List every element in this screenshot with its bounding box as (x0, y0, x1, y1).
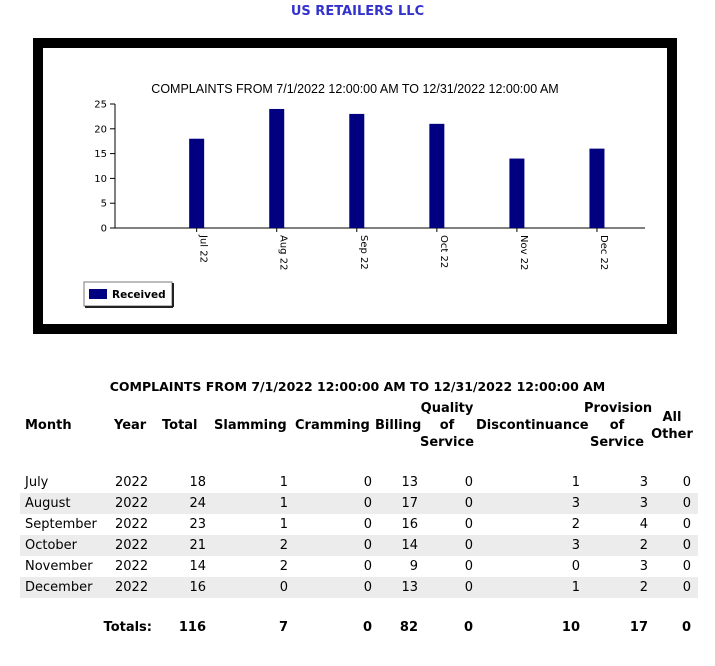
header-cramming: Cramming (295, 418, 370, 433)
cell-month: July (25, 475, 49, 490)
chart-title: COMPLAINTS FROM 7/1/2022 12:00:00 AM TO 12/31/2022 12:00:00 AM (151, 82, 559, 96)
x-tick-label: Jul 22 (197, 235, 209, 263)
cell-other: 0 (682, 517, 691, 532)
legend-swatch (89, 289, 107, 299)
totals-cramming: 0 (362, 620, 372, 635)
cell-month: September (25, 517, 97, 532)
cell-cramming: 0 (363, 517, 372, 532)
table-row (20, 535, 698, 556)
table-row (20, 577, 698, 598)
chart-panel (43, 48, 667, 324)
cell-quality: 0 (464, 580, 473, 595)
cell-year: 2022 (115, 538, 149, 553)
bar-jul-22 (189, 139, 204, 228)
header-month: Month (25, 418, 72, 433)
cell-year: 2022 (115, 496, 149, 511)
cell-provision: 2 (639, 538, 648, 553)
header-provision-line1: Provision (584, 401, 653, 416)
cell-provision: 3 (639, 559, 648, 574)
table-row (20, 514, 698, 535)
table-row (20, 472, 698, 493)
cell-quality: 0 (464, 517, 473, 532)
cell-month: November (25, 559, 93, 574)
bar-nov-22 (509, 159, 524, 228)
cell-other: 0 (682, 538, 691, 553)
cell-cramming: 0 (363, 496, 372, 511)
totals-discontinuance: 10 (561, 620, 580, 635)
complaints-bar-chart (43, 48, 667, 324)
header-other-line2: Other (651, 427, 693, 442)
cell-discontinuance: 1 (571, 580, 580, 595)
cell-year: 2022 (115, 475, 149, 490)
cell-total: 18 (189, 475, 206, 490)
cell-year: 2022 (115, 580, 149, 595)
cell-discontinuance: 3 (571, 538, 580, 553)
y-tick-label: 5 (100, 198, 107, 210)
header-discontinuance: Discontinuance (476, 418, 589, 433)
x-tick-label: Sep 22 (357, 235, 369, 270)
header-quality-line2: of (439, 418, 455, 433)
totals-quality: 0 (463, 620, 473, 635)
bar-sep-22 (349, 114, 364, 228)
cell-slamming: 0 (279, 580, 288, 595)
cell-quality: 0 (464, 475, 473, 490)
cell-billing: 14 (401, 538, 418, 553)
x-tick-label: Oct 22 (437, 235, 449, 269)
table-row (20, 556, 698, 577)
x-tick-label: Aug 22 (277, 235, 289, 271)
header-billing: Billing (375, 418, 422, 433)
table-title: COMPLAINTS FROM 7/1/2022 12:00:00 AM TO 12/31/2022 12:00:00 AM (109, 379, 606, 394)
cell-month: December (25, 580, 93, 595)
cell-other: 0 (682, 496, 691, 511)
cell-quality: 0 (464, 496, 473, 511)
header-slamming: Slamming (214, 418, 287, 433)
cell-billing: 13 (401, 580, 418, 595)
header-quality-of-service (418, 400, 476, 451)
cell-slamming: 1 (279, 496, 288, 511)
bar-dec-22 (589, 149, 604, 228)
cell-total: 23 (189, 517, 206, 532)
cell-other: 0 (682, 475, 691, 490)
cell-provision: 2 (639, 580, 648, 595)
cell-provision: 3 (639, 496, 648, 511)
cell-cramming: 0 (363, 538, 372, 553)
cell-year: 2022 (115, 517, 149, 532)
cell-slamming: 2 (279, 559, 288, 574)
cell-total: 16 (189, 580, 206, 595)
y-tick-label: 20 (94, 124, 107, 136)
header-year: Year (114, 418, 147, 433)
cell-total: 14 (189, 559, 206, 574)
cell-month: August (25, 496, 71, 511)
cell-billing: 17 (401, 496, 418, 511)
cell-discontinuance: 0 (571, 559, 580, 574)
cell-cramming: 0 (363, 580, 372, 595)
company-name: US RETAILERS LLC (290, 4, 425, 19)
x-tick-label: Dec 22 (597, 235, 609, 271)
cell-discontinuance: 2 (571, 517, 580, 532)
cell-month: October (25, 538, 78, 553)
cell-provision: 3 (639, 475, 648, 490)
cell-slamming: 1 (279, 517, 288, 532)
cell-slamming: 1 (279, 475, 288, 490)
cell-discontinuance: 3 (571, 496, 580, 511)
totals-label: Totals: (103, 620, 152, 635)
cell-provision: 4 (639, 517, 648, 532)
y-tick-label: 10 (94, 173, 107, 185)
bar-aug-22 (269, 109, 284, 228)
bar-oct-22 (429, 124, 444, 228)
cell-year: 2022 (115, 559, 149, 574)
cell-billing: 9 (409, 559, 418, 574)
header-provision-line3: Service (589, 435, 645, 450)
table-row (20, 493, 698, 514)
header-other-line1: All (662, 410, 682, 425)
cell-discontinuance: 1 (571, 475, 580, 490)
cell-quality: 0 (464, 538, 473, 553)
cell-cramming: 0 (363, 475, 372, 490)
cell-slamming: 2 (279, 538, 288, 553)
legend-label-received: Received (112, 289, 166, 301)
cell-billing: 16 (401, 517, 418, 532)
x-tick-label: Nov 22 (517, 235, 529, 271)
header-total: Total (162, 418, 198, 433)
totals-slamming: 7 (278, 620, 288, 635)
totals-billing: 82 (399, 620, 418, 635)
y-tick-label: 0 (100, 223, 107, 235)
cell-other: 0 (682, 559, 691, 574)
totals-provision: 17 (629, 620, 648, 635)
y-tick-label: 15 (94, 149, 107, 161)
header-provision-line2: of (609, 418, 625, 433)
cell-total: 24 (189, 496, 206, 511)
header-all-other (650, 409, 694, 443)
cell-total: 21 (189, 538, 206, 553)
cell-billing: 13 (401, 475, 418, 490)
totals-other: 0 (681, 620, 691, 635)
cell-quality: 0 (464, 559, 473, 574)
header-quality-line3: Service (419, 435, 475, 450)
header-provision-of-service (584, 400, 653, 451)
header-quality-line1: Quality (420, 401, 474, 416)
totals-total: 116 (178, 620, 206, 635)
chart-frame (33, 38, 677, 334)
y-tick-label: 25 (94, 99, 107, 111)
cell-cramming: 0 (363, 559, 372, 574)
cell-other: 0 (682, 580, 691, 595)
